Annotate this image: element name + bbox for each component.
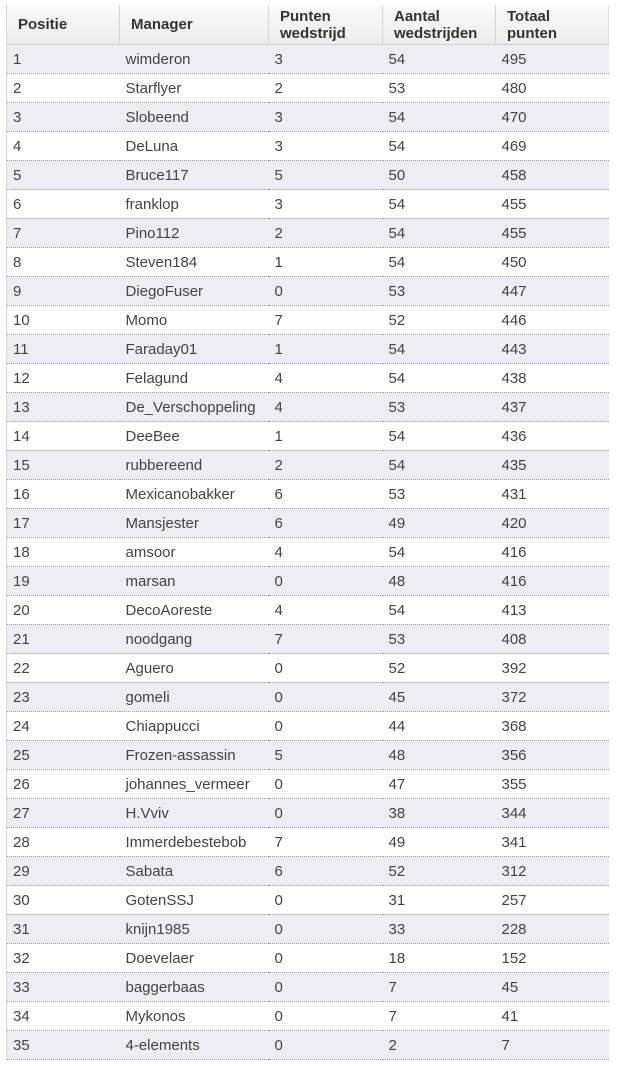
table-row xyxy=(7,219,609,248)
cell-aantal-wedstrijden: 53 xyxy=(383,74,496,103)
cell-totaal-punten: 431 xyxy=(496,480,609,509)
header-label-line1: Manager xyxy=(131,16,193,33)
cell-positie: 8 xyxy=(7,248,120,277)
cell-manager[interactable]: GotenSSJ xyxy=(120,886,269,915)
cell-positie: 26 xyxy=(7,770,120,799)
cell-aantal-wedstrijden: 54 xyxy=(383,132,496,161)
cell-aantal-wedstrijden: 49 xyxy=(383,509,496,538)
cell-positie: 28 xyxy=(7,828,120,857)
cell-aantal-wedstrijden: 53 xyxy=(383,393,496,422)
cell-aantal-wedstrijden: 54 xyxy=(383,248,496,277)
cell-totaal-punten: 257 xyxy=(496,886,609,915)
cell-manager[interactable]: Slobeend xyxy=(120,103,269,132)
cell-manager[interactable]: DeLuna xyxy=(120,132,269,161)
cell-aantal-wedstrijden: 45 xyxy=(383,683,496,712)
table-row xyxy=(7,132,609,161)
cell-totaal-punten: 438 xyxy=(496,364,609,393)
header-label-line2: punten xyxy=(507,24,557,42)
cell-manager[interactable]: DeeBee xyxy=(120,422,269,451)
cell-aantal-wedstrijden: 54 xyxy=(383,335,496,364)
cell-positie: 35 xyxy=(7,1031,120,1060)
header-manager[interactable] xyxy=(120,5,269,45)
cell-punten-wedstrijd: 0 xyxy=(269,1031,383,1060)
cell-aantal-wedstrijden: 50 xyxy=(383,161,496,190)
cell-totaal-punten: 437 xyxy=(496,393,609,422)
cell-totaal-punten: 480 xyxy=(496,74,609,103)
header-positie[interactable] xyxy=(7,5,120,45)
cell-aantal-wedstrijden: 53 xyxy=(383,625,496,654)
table-row xyxy=(7,364,609,393)
cell-manager[interactable]: Bruce117 xyxy=(120,161,269,190)
cell-positie: 18 xyxy=(7,538,120,567)
cell-positie: 15 xyxy=(7,451,120,480)
cell-positie: 34 xyxy=(7,1002,120,1031)
cell-aantal-wedstrijden: 52 xyxy=(383,654,496,683)
cell-punten-wedstrijd: 6 xyxy=(269,857,383,886)
cell-positie: 1 xyxy=(7,45,120,74)
table-row xyxy=(7,886,609,915)
cell-punten-wedstrijd: 0 xyxy=(269,770,383,799)
table-row xyxy=(7,451,609,480)
cell-punten-wedstrijd: 1 xyxy=(269,422,383,451)
cell-punten-wedstrijd: 2 xyxy=(269,74,383,103)
cell-aantal-wedstrijden: 54 xyxy=(383,219,496,248)
header-label-line1: Positie xyxy=(18,16,68,33)
header-label-line2: wedstrijden xyxy=(394,24,478,42)
cell-punten-wedstrijd: 3 xyxy=(269,45,383,74)
cell-aantal-wedstrijden: 33 xyxy=(383,915,496,944)
table-row xyxy=(7,799,609,828)
cell-punten-wedstrijd: 0 xyxy=(269,1002,383,1031)
cell-manager[interactable]: baggerbaas xyxy=(120,973,269,1002)
cell-positie: 4 xyxy=(7,132,120,161)
cell-punten-wedstrijd: 4 xyxy=(269,364,383,393)
cell-totaal-punten: 446 xyxy=(496,306,609,335)
cell-punten-wedstrijd: 1 xyxy=(269,248,383,277)
cell-positie: 3 xyxy=(7,103,120,132)
cell-aantal-wedstrijden: 54 xyxy=(383,190,496,219)
cell-manager[interactable]: DiegoFuser xyxy=(120,277,269,306)
table-row xyxy=(7,190,609,219)
cell-positie: 10 xyxy=(7,306,120,335)
cell-punten-wedstrijd: 3 xyxy=(269,103,383,132)
cell-punten-wedstrijd: 0 xyxy=(269,277,383,306)
cell-totaal-punten: 435 xyxy=(496,451,609,480)
table-row xyxy=(7,915,609,944)
table-row xyxy=(7,857,609,886)
cell-manager[interactable]: Momo xyxy=(120,306,269,335)
cell-punten-wedstrijd: 3 xyxy=(269,132,383,161)
cell-totaal-punten: 355 xyxy=(496,770,609,799)
cell-positie: 23 xyxy=(7,683,120,712)
cell-positie: 32 xyxy=(7,944,120,973)
cell-manager[interactable]: H.Vviv xyxy=(120,799,269,828)
cell-positie: 2 xyxy=(7,74,120,103)
table-row xyxy=(7,248,609,277)
cell-manager[interactable]: Immerdebestebob xyxy=(120,828,269,857)
cell-manager[interactable]: noodgang xyxy=(120,625,269,654)
cell-positie: 22 xyxy=(7,654,120,683)
table-row xyxy=(7,712,609,741)
table-row xyxy=(7,161,609,190)
table-row xyxy=(7,741,609,770)
cell-totaal-punten: 152 xyxy=(496,944,609,973)
cell-aantal-wedstrijden: 54 xyxy=(383,538,496,567)
cell-manager[interactable]: Doevelaer xyxy=(120,944,269,973)
cell-totaal-punten: 458 xyxy=(496,161,609,190)
cell-punten-wedstrijd: 6 xyxy=(269,509,383,538)
table-row xyxy=(7,828,609,857)
cell-manager[interactable]: marsan xyxy=(120,567,269,596)
header-label-line1: Punten xyxy=(280,7,331,25)
cell-manager[interactable]: wimderon xyxy=(120,45,269,74)
header-label-line1: Totaal xyxy=(507,7,551,25)
table-row xyxy=(7,480,609,509)
cell-positie: 9 xyxy=(7,277,120,306)
cell-punten-wedstrijd: 0 xyxy=(269,567,383,596)
cell-punten-wedstrijd: 0 xyxy=(269,712,383,741)
cell-positie: 19 xyxy=(7,567,120,596)
cell-punten-wedstrijd: 7 xyxy=(269,828,383,857)
cell-totaal-punten: 495 xyxy=(496,45,609,74)
header-label-line2: wedstrijd xyxy=(280,24,346,42)
cell-punten-wedstrijd: 0 xyxy=(269,683,383,712)
cell-positie: 16 xyxy=(7,480,120,509)
cell-aantal-wedstrijden: 7 xyxy=(383,1002,496,1031)
cell-positie: 30 xyxy=(7,886,120,915)
cell-manager[interactable]: Frozen-assassin xyxy=(120,741,269,770)
cell-manager[interactable]: rubbereend xyxy=(120,451,269,480)
cell-positie: 11 xyxy=(7,335,120,364)
table-row xyxy=(7,306,609,335)
table-row xyxy=(7,335,609,364)
cell-positie: 21 xyxy=(7,625,120,654)
table-row xyxy=(7,509,609,538)
cell-manager[interactable]: knijn1985 xyxy=(120,915,269,944)
cell-punten-wedstrijd: 6 xyxy=(269,480,383,509)
cell-totaal-punten: 372 xyxy=(496,683,609,712)
cell-totaal-punten: 470 xyxy=(496,103,609,132)
cell-punten-wedstrijd: 0 xyxy=(269,915,383,944)
cell-aantal-wedstrijden: 18 xyxy=(383,944,496,973)
cell-totaal-punten: 45 xyxy=(496,973,609,1002)
cell-aantal-wedstrijden: 31 xyxy=(383,886,496,915)
cell-aantal-wedstrijden: 53 xyxy=(383,480,496,509)
cell-manager[interactable]: amsoor xyxy=(120,538,269,567)
table-row xyxy=(7,538,609,567)
header-label-line1: Aantal xyxy=(394,7,440,25)
cell-totaal-punten: 368 xyxy=(496,712,609,741)
cell-aantal-wedstrijden: 54 xyxy=(383,45,496,74)
table-row xyxy=(7,1031,609,1060)
cell-totaal-punten: 469 xyxy=(496,132,609,161)
cell-punten-wedstrijd: 0 xyxy=(269,799,383,828)
cell-aantal-wedstrijden: 38 xyxy=(383,799,496,828)
cell-positie: 27 xyxy=(7,799,120,828)
table-row xyxy=(7,596,609,625)
cell-manager[interactable]: Mansjester xyxy=(120,509,269,538)
cell-aantal-wedstrijden: 48 xyxy=(383,741,496,770)
cell-manager[interactable]: De_Verschoppeling xyxy=(120,393,269,422)
header-totaal-punten[interactable] xyxy=(496,5,609,45)
cell-manager[interactable]: Faraday01 xyxy=(120,335,269,364)
cell-aantal-wedstrijden: 47 xyxy=(383,770,496,799)
cell-totaal-punten: 447 xyxy=(496,277,609,306)
cell-aantal-wedstrijden: 53 xyxy=(383,277,496,306)
cell-aantal-wedstrijden: 52 xyxy=(383,857,496,886)
cell-aantal-wedstrijden: 54 xyxy=(383,364,496,393)
cell-punten-wedstrijd: 2 xyxy=(269,451,383,480)
cell-totaal-punten: 416 xyxy=(496,567,609,596)
cell-positie: 29 xyxy=(7,857,120,886)
cell-positie: 33 xyxy=(7,973,120,1002)
table-row xyxy=(7,944,609,973)
cell-manager[interactable]: franklop xyxy=(120,190,269,219)
cell-positie: 5 xyxy=(7,161,120,190)
cell-positie: 20 xyxy=(7,596,120,625)
cell-totaal-punten: 450 xyxy=(496,248,609,277)
cell-positie: 17 xyxy=(7,509,120,538)
cell-aantal-wedstrijden: 49 xyxy=(383,828,496,857)
cell-manager[interactable]: Mexicanobakker xyxy=(120,480,269,509)
cell-punten-wedstrijd: 0 xyxy=(269,973,383,1002)
cell-punten-wedstrijd: 7 xyxy=(269,625,383,654)
table-row xyxy=(7,654,609,683)
cell-manager[interactable]: Pino112 xyxy=(120,219,269,248)
table-row xyxy=(7,770,609,799)
cell-punten-wedstrijd: 0 xyxy=(269,944,383,973)
cell-positie: 14 xyxy=(7,422,120,451)
cell-totaal-punten: 228 xyxy=(496,915,609,944)
cell-manager[interactable]: gomeli xyxy=(120,683,269,712)
cell-positie: 7 xyxy=(7,219,120,248)
cell-manager[interactable]: Mykonos xyxy=(120,1002,269,1031)
cell-punten-wedstrijd: 0 xyxy=(269,886,383,915)
cell-manager[interactable]: Aguero xyxy=(120,654,269,683)
cell-aantal-wedstrijden: 48 xyxy=(383,567,496,596)
cell-punten-wedstrijd: 2 xyxy=(269,219,383,248)
cell-aantal-wedstrijden: 54 xyxy=(383,596,496,625)
cell-punten-wedstrijd: 4 xyxy=(269,596,383,625)
cell-manager[interactable]: Starflyer xyxy=(120,74,269,103)
cell-totaal-punten: 7 xyxy=(496,1031,609,1060)
cell-positie: 24 xyxy=(7,712,120,741)
table-row xyxy=(7,973,609,1002)
cell-punten-wedstrijd: 4 xyxy=(269,538,383,567)
cell-punten-wedstrijd: 0 xyxy=(269,654,383,683)
cell-totaal-punten: 312 xyxy=(496,857,609,886)
cell-manager[interactable]: 4-elements xyxy=(120,1031,269,1060)
cell-punten-wedstrijd: 4 xyxy=(269,393,383,422)
cell-totaal-punten: 420 xyxy=(496,509,609,538)
cell-totaal-punten: 408 xyxy=(496,625,609,654)
table-row xyxy=(7,683,609,712)
cell-totaal-punten: 344 xyxy=(496,799,609,828)
cell-totaal-punten: 413 xyxy=(496,596,609,625)
cell-totaal-punten: 392 xyxy=(496,654,609,683)
cell-aantal-wedstrijden: 54 xyxy=(383,422,496,451)
cell-aantal-wedstrijden: 7 xyxy=(383,973,496,1002)
table-row xyxy=(7,1002,609,1031)
cell-totaal-punten: 41 xyxy=(496,1002,609,1031)
cell-punten-wedstrijd: 3 xyxy=(269,190,383,219)
table-row xyxy=(7,277,609,306)
cell-punten-wedstrijd: 1 xyxy=(269,335,383,364)
cell-punten-wedstrijd: 5 xyxy=(269,741,383,770)
cell-totaal-punten: 455 xyxy=(496,190,609,219)
cell-manager[interactable]: johannes_vermeer xyxy=(120,770,269,799)
cell-positie: 13 xyxy=(7,393,120,422)
cell-totaal-punten: 341 xyxy=(496,828,609,857)
table-header xyxy=(7,5,609,45)
cell-totaal-punten: 455 xyxy=(496,219,609,248)
table-row xyxy=(7,422,609,451)
cell-punten-wedstrijd: 7 xyxy=(269,306,383,335)
table-row xyxy=(7,567,609,596)
standings-table xyxy=(6,5,609,1060)
cell-punten-wedstrijd: 5 xyxy=(269,161,383,190)
cell-manager[interactable]: Sabata xyxy=(120,857,269,886)
cell-manager[interactable]: Steven184 xyxy=(120,248,269,277)
cell-aantal-wedstrijden: 44 xyxy=(383,712,496,741)
cell-totaal-punten: 416 xyxy=(496,538,609,567)
cell-aantal-wedstrijden: 54 xyxy=(383,103,496,132)
cell-manager[interactable]: Chiappucci xyxy=(120,712,269,741)
cell-totaal-punten: 436 xyxy=(496,422,609,451)
cell-totaal-punten: 356 xyxy=(496,741,609,770)
standings-table-container xyxy=(6,5,608,1060)
table-body xyxy=(7,45,609,1060)
cell-positie: 25 xyxy=(7,741,120,770)
cell-positie: 6 xyxy=(7,190,120,219)
table-row xyxy=(7,74,609,103)
table-row xyxy=(7,625,609,654)
header-punten-wedstrijd[interactable] xyxy=(269,5,383,45)
table-row xyxy=(7,393,609,422)
table-row xyxy=(7,103,609,132)
cell-manager[interactable]: Felagund xyxy=(120,364,269,393)
header-aantal-wedstrijden[interactable] xyxy=(383,5,496,45)
cell-aantal-wedstrijden: 52 xyxy=(383,306,496,335)
cell-positie: 12 xyxy=(7,364,120,393)
cell-aantal-wedstrijden: 2 xyxy=(383,1031,496,1060)
table-row xyxy=(7,45,609,74)
cell-positie: 31 xyxy=(7,915,120,944)
cell-manager[interactable]: DecoAoreste xyxy=(120,596,269,625)
cell-aantal-wedstrijden: 54 xyxy=(383,451,496,480)
cell-totaal-punten: 443 xyxy=(496,335,609,364)
